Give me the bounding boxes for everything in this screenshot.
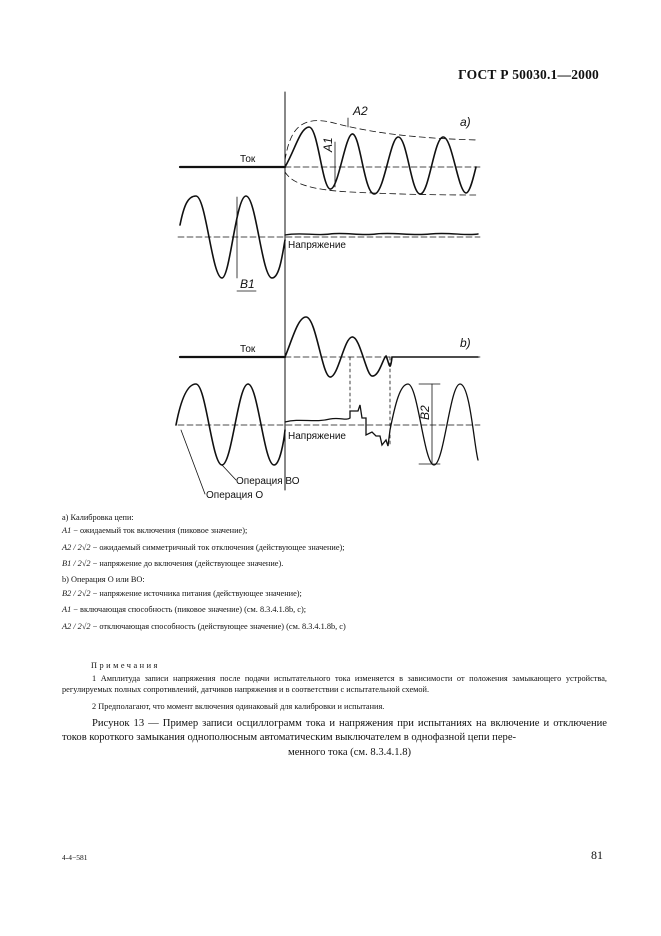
- legend-a1-symbol: A1: [62, 526, 72, 536]
- legend-a-title: а) Калибровка цепи:: [62, 513, 134, 522]
- legend-b-title: b) Операция О или ВО:: [62, 575, 145, 585]
- voltage-b-label: Напряжение: [288, 431, 346, 442]
- current-b-label: Ток: [240, 344, 256, 355]
- voltage-b-trace: [176, 384, 285, 465]
- legend-b1-text: − напряжение до включения (действующее значение).: [90, 559, 284, 569]
- operation-o-label: Операция О: [206, 490, 264, 501]
- legend-b2-text: − напряжение источника питания (действующее значение);: [90, 588, 302, 598]
- legend-a2b-symbol: A2 / 2√2: [62, 621, 91, 631]
- legend-a2-symbol: A2 / 2√2: [62, 542, 91, 552]
- legend-a1b-text: − включающая способность (пиковое значение) (см. 8.3.4.1.8b, с);: [71, 605, 307, 615]
- panel-b-label: b): [460, 336, 471, 350]
- print-code: 4-4−581: [62, 853, 88, 862]
- voltage-a-label: Напряжение: [288, 240, 346, 251]
- legend-a1-text: − ожидаемый ток включения (пиковое значение);: [71, 526, 248, 536]
- panel-a-label: a): [460, 115, 471, 129]
- legend-a2b: [62, 622, 607, 632]
- legend-a1: [62, 526, 607, 536]
- legend-b1: [62, 559, 607, 569]
- op-bo-leader: [222, 465, 236, 480]
- operation-bo-label: Операция ВО: [236, 476, 300, 487]
- b2-label: B2: [418, 405, 432, 420]
- page-number: 81: [591, 848, 603, 862]
- legend-a2b-text: − отключающая способность (действующее значение) (см. 8.3.4.1.8b, с): [90, 621, 346, 631]
- current-a-label: Ток: [240, 154, 256, 165]
- legend-a1b: [62, 605, 607, 615]
- current-a-upper-envelope: [285, 121, 478, 160]
- a2-label: A2: [353, 104, 368, 118]
- b1-label: B1: [240, 277, 255, 291]
- legend-b2-symbol: B2 / 2√2: [62, 588, 91, 598]
- legend-b1-symbol: B1 / 2√2: [62, 559, 91, 569]
- voltage-a-after-trace: [285, 233, 478, 235]
- current-b-trace: [285, 317, 478, 377]
- op-o-leader: [181, 430, 205, 494]
- notes-title: Примечания: [91, 661, 160, 670]
- note-1: 1 Амплитуда записи напряжения после подачи испытательного тока изменяется в зависимости от положения замыкающего устройства, регулируемых полных сопротивлений, датчиков напряжения и в соответствии с испытательной схемой.: [62, 674, 607, 695]
- figure-caption-main: Рисунок 13 — Пример записи осциллограмм тока и напряжения при испытаниях на включение и отключение токов короткого замыкания однополюсным автоматическим выключателем в однофазной цепи пере-: [62, 718, 607, 744]
- current-a-trace: [285, 127, 476, 194]
- legend-a2-text: − ожидаемый симметричный ток отключения (действующее значение);: [90, 542, 345, 552]
- legend-a2: [62, 543, 607, 553]
- figure-caption: [62, 717, 607, 760]
- figure-caption-last-line: менного тока (см. 8.3.4.1.8): [287, 746, 412, 758]
- standard-header: ГОСТ Р 50030.1—2000: [458, 67, 599, 82]
- note-2: 2 Предполагают, что момент включения одинаковый для калибровки и испытания.: [92, 702, 385, 711]
- legend-b2: [62, 589, 607, 599]
- voltage-b-after-trace: [285, 384, 478, 465]
- figure-legend: [62, 513, 607, 638]
- legend-a1b-symbol: A1: [62, 605, 72, 615]
- a1-label: A1: [321, 137, 335, 152]
